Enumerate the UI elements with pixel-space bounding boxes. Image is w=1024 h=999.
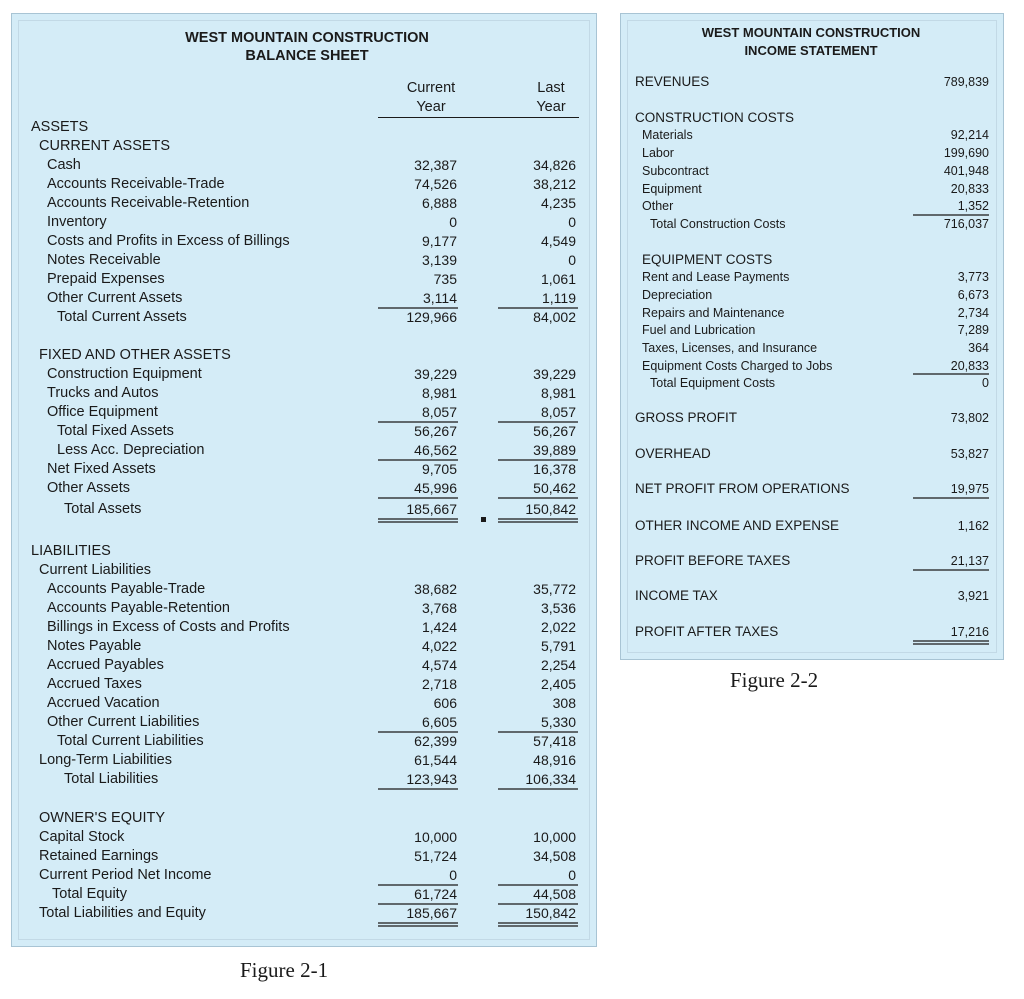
bs-row — [12, 500, 596, 519]
figure-caption-2-2: Figure 2-2 — [730, 668, 819, 692]
is-value: 20,833 — [950, 359, 989, 373]
income-statement-company: WEST MOUNTAIN CONSTRUCTION — [701, 25, 921, 40]
bs-row — [12, 156, 596, 175]
bs-last-value: 4,235 — [540, 195, 576, 211]
bs-row-label: Total Equity — [52, 886, 127, 902]
bs-current-value: 46,562 — [414, 442, 457, 458]
bs-last-value: 3,536 — [540, 600, 576, 616]
is-row-label: OTHER INCOME AND EXPENSE — [635, 518, 840, 533]
bs-row-label: CURRENT ASSETS — [39, 138, 171, 154]
bs-row-label: Other Assets — [47, 480, 131, 496]
bs-current-value: 2,718 — [421, 676, 457, 692]
bs-last-value: 56,267 — [533, 423, 576, 439]
bs-last-value: 1,061 — [540, 271, 576, 287]
is-row — [621, 162, 1003, 180]
is-value: 92,214 — [950, 128, 989, 142]
bs-current-value: 0 — [449, 214, 457, 230]
is-row — [621, 144, 1003, 162]
bs-row — [12, 904, 596, 923]
bs-current-value: 735 — [433, 271, 457, 287]
bs-row-label: ASSETS — [31, 119, 89, 135]
bs-row-label: Billings in Excess of Costs and Profits — [47, 619, 290, 635]
bs-current-value: 185,667 — [406, 501, 457, 517]
bs-current-value: 3,768 — [421, 600, 457, 616]
bs-current-value: 123,943 — [406, 771, 457, 787]
bs-last-value: 50,462 — [533, 480, 576, 496]
bs-current-value: 6,605 — [421, 714, 457, 730]
is-row — [621, 73, 1003, 91]
bs-last-value: 150,842 — [525, 501, 576, 517]
is-row — [621, 126, 1003, 144]
is-value: 6,673 — [957, 288, 989, 302]
balance-sheet-panel — [11, 13, 597, 947]
bs-last-value: 57,418 — [533, 733, 576, 749]
is-row-label: PROFIT BEFORE TAXES — [635, 553, 791, 568]
is-row — [621, 268, 1003, 286]
bs-row — [12, 885, 596, 904]
bs-current-value: 185,667 — [406, 905, 457, 921]
is-row — [621, 251, 1003, 269]
is-row — [621, 480, 1003, 498]
col-header-current-1: Current — [406, 80, 456, 96]
bs-current-value: 129,966 — [406, 309, 457, 325]
bs-row — [12, 175, 596, 194]
bs-row — [12, 751, 596, 770]
bs-last-value: 34,826 — [533, 157, 576, 173]
bs-row — [12, 770, 596, 789]
bs-current-value: 9,177 — [421, 233, 457, 249]
is-value: 199,690 — [943, 146, 989, 160]
bs-row — [12, 732, 596, 751]
bs-row — [12, 542, 596, 561]
bs-current-value: 74,526 — [414, 176, 457, 192]
bs-row — [12, 403, 596, 422]
is-row-label: CONSTRUCTION COSTS — [635, 110, 795, 125]
is-row — [621, 215, 1003, 233]
is-row-label: Other — [642, 199, 674, 213]
bs-row-label: FIXED AND OTHER ASSETS — [39, 347, 231, 363]
is-row-label: Total Equipment Costs — [650, 376, 776, 390]
bs-last-value: 2,022 — [540, 619, 576, 635]
is-row-label: Fuel and Lubrication — [642, 323, 756, 337]
bs-row-label: Accrued Taxes — [47, 676, 142, 692]
bs-row-label: Other Current Assets — [47, 290, 183, 306]
bs-last-value: 39,889 — [533, 442, 576, 458]
bs-row — [12, 270, 596, 289]
bs-row — [12, 384, 596, 403]
bs-row — [12, 809, 596, 828]
is-value: 1,352 — [957, 199, 989, 213]
figure-caption-2-1: Figure 2-1 — [240, 958, 329, 982]
bs-current-value: 4,574 — [421, 657, 457, 673]
is-value: 2,734 — [957, 306, 989, 320]
is-row-label: REVENUES — [635, 74, 710, 89]
is-row — [621, 286, 1003, 304]
bs-last-value: 0 — [568, 214, 576, 230]
is-row-label: Labor — [642, 146, 674, 160]
bs-row — [12, 460, 596, 479]
bs-current-value: 8,057 — [421, 404, 457, 420]
bs-last-value: 84,002 — [533, 309, 576, 325]
bs-last-value: 8,981 — [540, 385, 576, 401]
bs-row-label: Office Equipment — [47, 404, 158, 420]
is-row-label: OVERHEAD — [635, 446, 711, 461]
bs-last-value: 5,330 — [540, 714, 576, 730]
bs-row — [12, 422, 596, 441]
bs-row — [12, 694, 596, 713]
bs-row — [12, 866, 596, 885]
stray-mark — [481, 517, 486, 522]
bs-current-value: 8,981 — [421, 385, 457, 401]
bs-row — [12, 289, 596, 308]
bs-current-value: 32,387 — [414, 157, 457, 173]
is-row-label: Equipment Costs Charged to Jobs — [642, 359, 833, 373]
income-statement-title: INCOME STATEMENT — [744, 43, 878, 58]
bs-row-label: Trucks and Autos — [47, 385, 159, 401]
bs-current-value: 6,888 — [421, 195, 457, 211]
bs-row — [12, 828, 596, 847]
is-value: 73,802 — [950, 411, 989, 425]
bs-last-value: 0 — [568, 867, 576, 883]
bs-current-value: 45,996 — [414, 480, 457, 496]
is-row-label: Materials — [642, 128, 693, 142]
bs-row-label: Accrued Vacation — [47, 695, 160, 711]
bs-row-label: Costs and Profits in Excess of Billings — [47, 233, 290, 249]
bs-current-value: 3,114 — [423, 290, 457, 306]
is-value: 3,921 — [957, 589, 989, 603]
bs-row — [12, 137, 596, 156]
bs-row — [12, 365, 596, 384]
is-value: 53,827 — [950, 447, 989, 461]
bs-last-value: 48,916 — [533, 752, 576, 768]
is-row — [621, 517, 1003, 535]
bs-row — [12, 618, 596, 637]
col-header-last-2: Year — [536, 99, 566, 115]
is-value: 0 — [982, 376, 989, 390]
is-row-label: NET PROFIT FROM OPERATIONS — [635, 481, 850, 496]
bs-last-value: 5,791 — [540, 638, 576, 654]
bs-row — [12, 599, 596, 618]
bs-row — [12, 213, 596, 232]
bs-current-value: 51,724 — [414, 848, 457, 864]
bs-last-value: 106,334 — [525, 771, 576, 787]
income-statement-panel — [620, 13, 1004, 660]
bs-row — [12, 232, 596, 251]
bs-current-value: 4,022 — [421, 638, 457, 654]
bs-row-label: Capital Stock — [39, 829, 125, 845]
bs-last-value: 308 — [552, 695, 576, 711]
bs-row-label: Inventory — [47, 214, 107, 230]
bs-row-label: Other Current Liabilities — [47, 714, 200, 730]
bs-current-value: 9,705 — [421, 461, 457, 477]
bs-last-value: 34,508 — [533, 848, 576, 864]
bs-row — [12, 118, 596, 137]
is-row — [621, 357, 1003, 375]
bs-row-label: Accounts Receivable-Trade — [47, 176, 225, 192]
is-row-label: Depreciation — [642, 288, 713, 302]
balance-sheet-title: BALANCE SHEET — [245, 48, 369, 64]
is-value: 17,216 — [950, 625, 989, 639]
col-header-last-1: Last — [537, 80, 565, 96]
is-row-label: Subcontract — [642, 164, 709, 178]
bs-current-value: 38,682 — [414, 581, 457, 597]
is-row — [621, 587, 1003, 605]
is-value: 364 — [968, 341, 989, 355]
bs-current-value: 10,000 — [414, 829, 457, 845]
is-row-label: Equipment — [642, 182, 702, 196]
bs-row — [12, 847, 596, 866]
is-row-label: GROSS PROFIT — [635, 410, 738, 425]
is-value: 3,773 — [957, 270, 989, 284]
bs-row-label: Accrued Payables — [47, 657, 164, 673]
bs-last-value: 1,119 — [542, 290, 576, 306]
is-row-label: Repairs and Maintenance — [642, 306, 785, 320]
bs-row-label: Current Period Net Income — [39, 867, 212, 883]
is-value: 21,137 — [950, 554, 989, 568]
is-row-label: Rent and Lease Payments — [642, 270, 790, 284]
bs-row — [12, 656, 596, 675]
bs-row-label: OWNER'S EQUITY — [39, 810, 166, 826]
bs-row-label: Cash — [47, 157, 81, 173]
bs-row-label: Total Current Assets — [57, 309, 187, 325]
is-value: 19,975 — [950, 482, 989, 496]
bs-current-value: 606 — [433, 695, 457, 711]
is-row — [621, 409, 1003, 427]
bs-row-label: Less Acc. Depreciation — [57, 442, 205, 458]
bs-current-value: 1,424 — [421, 619, 457, 635]
is-row — [621, 339, 1003, 357]
bs-row-label: Notes Receivable — [47, 252, 161, 268]
col-header-current-2: Year — [416, 99, 446, 115]
is-row — [621, 623, 1003, 641]
is-row — [621, 180, 1003, 198]
balance-sheet-company: WEST MOUNTAIN CONSTRUCTION — [185, 30, 429, 46]
bs-last-value: 2,254 — [540, 657, 576, 673]
is-value: 20,833 — [950, 182, 989, 196]
bs-last-value: 0 — [568, 252, 576, 268]
is-row — [621, 321, 1003, 339]
bs-row-label: Accounts Receivable-Retention — [47, 195, 250, 211]
bs-row — [12, 194, 596, 213]
is-value: 401,948 — [943, 164, 989, 178]
is-row — [621, 304, 1003, 322]
is-row — [621, 109, 1003, 127]
bs-last-value: 39,229 — [533, 366, 576, 382]
is-value: 7,289 — [957, 323, 989, 337]
bs-row-label: Total Fixed Assets — [57, 423, 174, 439]
bs-row-label: Total Liabilities — [64, 771, 159, 787]
bs-row — [12, 580, 596, 599]
is-row-label: PROFIT AFTER TAXES — [635, 624, 779, 639]
is-value: 716,037 — [943, 217, 989, 231]
is-row — [621, 552, 1003, 570]
bs-row-label: Net Fixed Assets — [47, 461, 156, 477]
bs-last-value: 150,842 — [525, 905, 576, 921]
bs-row — [12, 637, 596, 656]
bs-row-label: Construction Equipment — [47, 366, 202, 382]
is-row-label: EQUIPMENT COSTS — [642, 252, 773, 267]
bs-row — [12, 479, 596, 498]
bs-current-value: 3,139 — [421, 252, 457, 268]
bs-row — [12, 308, 596, 327]
bs-last-value: 44,508 — [533, 886, 576, 902]
bs-row-label: Accounts Payable-Trade — [47, 581, 206, 597]
bs-current-value: 62,399 — [414, 733, 457, 749]
bs-row-label: Total Liabilities and Equity — [39, 905, 206, 921]
bs-last-value: 35,772 — [533, 581, 576, 597]
bs-current-value: 61,544 — [414, 752, 457, 768]
bs-row — [12, 346, 596, 365]
is-row-label: INCOME TAX — [635, 588, 718, 603]
is-row-label: Total Construction Costs — [650, 217, 786, 231]
bs-row-label: Retained Earnings — [39, 848, 159, 864]
bs-last-value: 38,212 — [533, 176, 576, 192]
is-row-label: Taxes, Licenses, and Insurance — [642, 341, 818, 355]
bs-row-label: Long-Term Liabilities — [39, 752, 172, 768]
bs-row-label: Accounts Payable-Retention — [47, 600, 230, 616]
is-row — [621, 374, 1003, 392]
bs-current-value: 56,267 — [414, 423, 457, 439]
bs-last-value: 8,057 — [540, 404, 576, 420]
bs-last-value: 4,549 — [540, 233, 576, 249]
bs-row-label: LIABILITIES — [31, 543, 111, 559]
bs-current-value: 61,724 — [414, 886, 457, 902]
bs-row — [12, 713, 596, 732]
bs-row-label: Total Current Liabilities — [57, 733, 204, 749]
bs-row-label: Prepaid Expenses — [47, 271, 165, 287]
bs-row-label: Total Assets — [64, 501, 142, 517]
bs-current-value: 0 — [449, 867, 457, 883]
bs-current-value: 39,229 — [414, 366, 457, 382]
bs-row — [12, 251, 596, 270]
is-row — [621, 445, 1003, 463]
is-row — [621, 197, 1003, 215]
bs-last-value: 16,378 — [533, 461, 576, 477]
is-value: 789,839 — [943, 75, 989, 89]
bs-last-value: 2,405 — [540, 676, 576, 692]
bs-row — [12, 675, 596, 694]
bs-row-label: Notes Payable — [47, 638, 142, 654]
is-value: 1,162 — [957, 519, 989, 533]
bs-row — [12, 441, 596, 460]
bs-row-label: Current Liabilities — [39, 562, 152, 578]
bs-last-value: 10,000 — [533, 829, 576, 845]
bs-row — [12, 561, 596, 580]
